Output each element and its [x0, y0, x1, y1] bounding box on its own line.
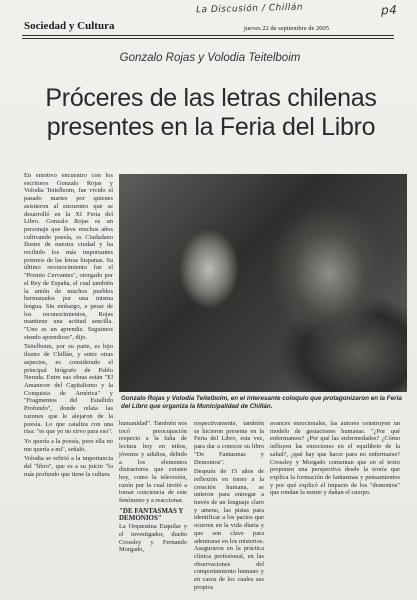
article-photo — [119, 174, 407, 392]
paragraph: En emotivo encuentro con los escritores Gonzalo Rojas y Volodia Teitelboim, fue vivido el pasado martes por quienes asistieron al encuentro que se desarrolló en la XI Feria del Libro. Gonzalo Rojas es un personaje que lleva muchos años cultivando poesía, es Ciudadano Ilustre de nuestra ciudad y ha recibido los más importantes premios de las letras hispanas. Su último reconocimiento fue el "Premio Cervantes", otorgado por el Rey de España, el cual también la unión de muchos pueblos hermanados por una misma lengua. Sin embargo, a pesar de los reconocimientos, Rojas mantiene una actitud sencilla. "Uno es un aprendiz. Seguimos siendo aprendices", dijo. — [24, 172, 113, 341]
paragraph: avances emocionales, las autores construyen un modelo de gestaciones humanas. "¿Por qué enfermamos? ¿Por qué las enfermedades? ¿Cómo influyen las emociones en el equilibrio de la salud?, ¿qué hay que hacer para no enfermarse? Crossley y Morgado comentan que en el texto proponen una perspectiva desde la teoría que explica la formación de fantasmas y pensamientos y por qué explicó el impacto de los "demonios" que rondan la mente y dañan el cuerpo. — [270, 420, 400, 497]
handwritten-page-number: p4 — [380, 2, 398, 18]
paragraph: humanidad". También nos tocó preocupación respecto a la falta de lectura hoy en niños, jóvenes y adultos, debido a los elementos distractores que existen hoy, como la televisión, razón por la cual invitó a tomar conciencia de este fenómeno y a reaccionar. — [119, 420, 187, 505]
article-kicker: Gonzalo Rojas y Volodia Teitelboim — [119, 52, 301, 64]
handwritten-source-note: La Discusión / Chillán — [195, 2, 304, 16]
header-rule — [22, 35, 394, 36]
paragraph: La Orquestina Esquilar y el investigador, dueño Crossley y Fernando Morgado, — [119, 523, 187, 554]
paragraph: Yo quería a la poesía, pero ella no me quería a mí", señaló. — [24, 437, 113, 453]
paragraph: respectivamente, también se hicieron presente en la Feria del Libro, esta vez, para dar a conocer su libro "De Fantasmas y Demonios". — [194, 420, 264, 466]
paragraph: Volodia se refirió a la importancia del "libro", que es a su juicio "lo más profundo que tiene la cultura — [24, 455, 113, 478]
article-column-4 — [270, 420, 400, 592]
article-column-2 — [119, 420, 187, 592]
caption-text: en el interesante coloquio que protagonizaron en la Feria del Libro que organiza la Municipalidad de Chillán. — [121, 395, 402, 410]
issue-date: jueves 22 de septiembre de 2005 — [244, 25, 330, 32]
paragraph: Después de 15 años de reflexión en torno a la creación humana, se unieron para entregar a través de un lenguaje claro y ameno, las pistas para identificar a los pactos que ocurren en la vida diaria y que son clave para adentrarse en los misterios. Aseguraron en la práctica clínica profesional, en las observaciones del comportamiento humano y en casos de los cuales sus propios — [194, 468, 264, 591]
article-headline: Próceres de las letras chilenas presentes en la Feria del Libro — [45, 84, 377, 141]
article-column-1 — [24, 172, 113, 592]
article-column-3 — [194, 420, 264, 592]
section-title: Sociedad y Cultura — [24, 20, 115, 32]
subheading: "DE FANTASMAS Y DEMONIOS" — [119, 506, 184, 523]
header-rule-thin — [22, 38, 394, 39]
paragraph: Teitelboim, por su parte, es hijo ilustre de Chillán, y entre otras aspectos, es considerado el principal biógrafo de Pablo Neruda. Entre sus obras están "El Amanecer del Capitalismo y la Conquista de América" y "Fragmentos del Estallido Profundo", donde relata las razones que le alejaron de la poesía. Lo que cataliza con una risa: "es que yo no sirvo para eso". — [24, 343, 113, 436]
photo-caption — [121, 395, 407, 411]
caption-names: Gonzalo Rojas y Volodia Teitelboim, — [121, 395, 229, 402]
